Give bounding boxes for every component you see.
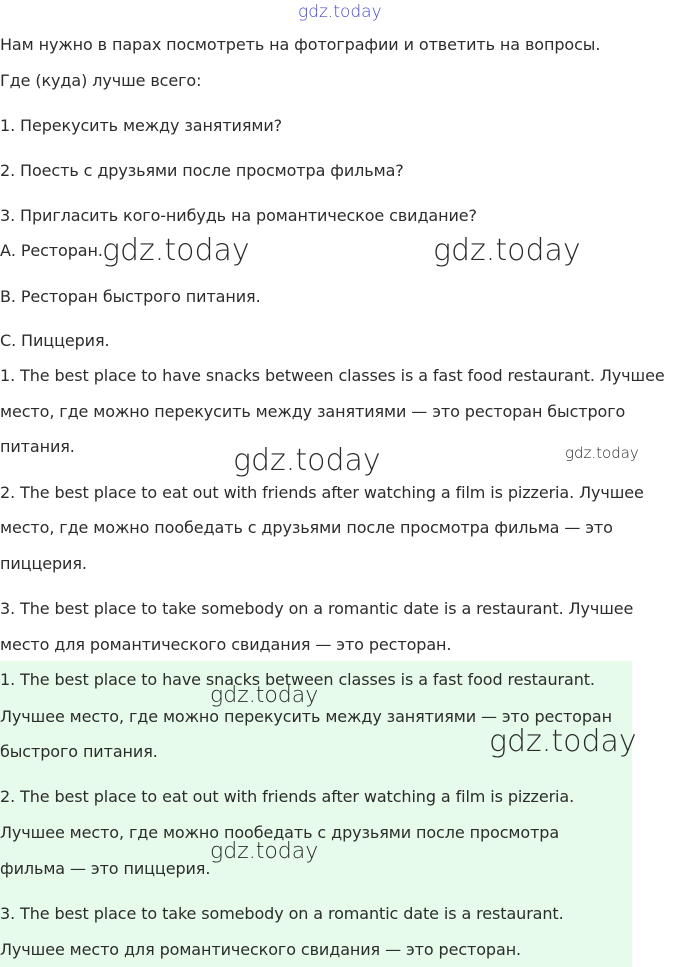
watermark: gdz.today [489, 724, 637, 759]
watermark: gdz.today [233, 443, 381, 478]
highlighted-answer-line: 3. The best place to take somebody on a romantic date is a restaurant. [0, 904, 564, 923]
question-item: 1. Перекусить между занятиями? [0, 116, 283, 135]
answer-line: место для романтического свидания — это ресторан. [0, 635, 452, 654]
question-item: 2. Поесть с друзьями после просмотра фильма? [0, 161, 404, 180]
question-prompt: Где (куда) лучше всего: [0, 71, 202, 90]
highlighted-answer-line: 2. The best place to eat out with friends after watching a film is pizzeria. [0, 787, 575, 806]
answer-line: пиццерия. [0, 554, 87, 573]
highlighted-answer-line: Лучшее место для романтического свидания — это ресторан. [0, 940, 522, 959]
watermark: gdz.today [102, 233, 250, 268]
watermark: gdz.today [565, 444, 639, 462]
watermark: gdz.today [210, 839, 319, 864]
highlighted-answer-line: фильма — это пиццерия. [0, 859, 211, 878]
option-item: А. Ресторан. [0, 241, 103, 260]
highlighted-answer-line: Лучшее место, где можно пообедать с друзьями после просмотра [0, 823, 560, 842]
answer-line: питания. [0, 437, 75, 456]
question-intro: Нам нужно в парах посмотреть на фотографии и ответить на вопросы. [0, 35, 601, 54]
question-item: 3. Пригласить кого-нибудь на романтическое свидание? [0, 206, 477, 225]
highlighted-answer-line: 1. The best place to have snacks between classes is a fast food restaurant. [0, 670, 595, 689]
answer-line: 1. The best place to have snacks between classes is a fast food restaurant. Лучшее [0, 366, 665, 385]
watermark: gdz.today [210, 683, 319, 708]
highlighted-answer-line: Лучшее место, где можно перекусить между занятиями — это ресторан [0, 707, 612, 726]
option-item: С. Пиццерия. [0, 331, 110, 350]
answer-line: 3. The best place to take somebody on a romantic date is a restaurant. Лучшее [0, 599, 634, 618]
answer-line: место, где можно пообедать с друзьями после просмотра фильма — это [0, 518, 613, 537]
watermark: gdz.today [433, 233, 581, 268]
watermark-top: gdz.today [298, 2, 382, 22]
option-item: В. Ресторан быстрого питания. [0, 287, 261, 306]
answer-line: место, где можно перекусить между занятиями — это ресторан быстрого [0, 402, 626, 421]
answer-line: 2. The best place to eat out with friends after watching a film is pizzeria. Лучшее [0, 483, 644, 502]
highlighted-answer-line: быстрого питания. [0, 742, 158, 761]
